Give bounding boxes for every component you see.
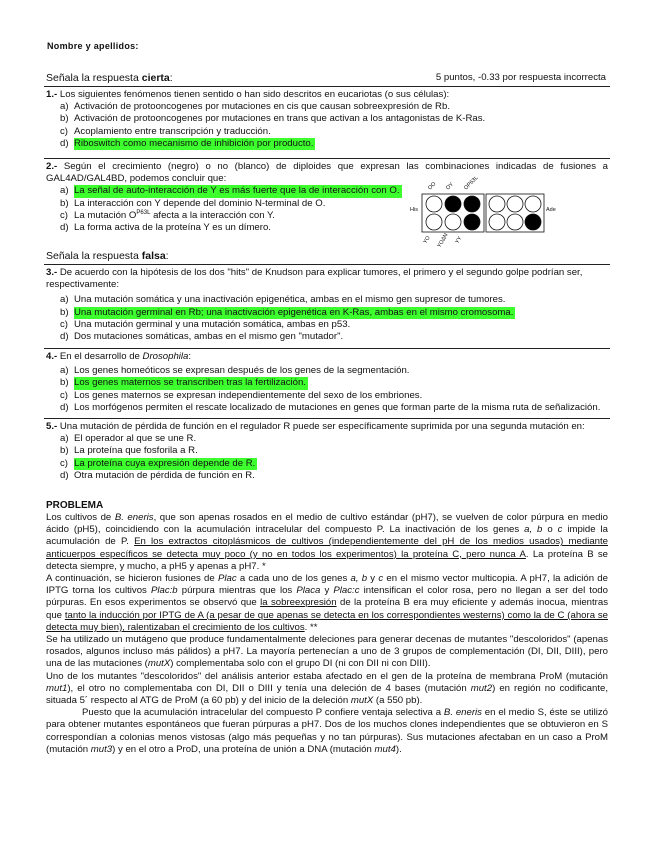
option-d[interactable]: d) Los morfógenos permiten el rescate localizado de mutaciones en genes que forman parte de la misma ruta de señalización.	[60, 401, 601, 413]
option-c[interactable]: c) Los genes maternos se expresan independientemente del sexo de los embriones.	[60, 389, 423, 401]
name-label: Nombre y apellidos:	[47, 41, 139, 51]
question-text: Una mutación de pérdida de función en el regulador R puede ser específicamente suprimida por una segunda mutación en:	[57, 421, 585, 432]
problem-title: PROBLEMA	[46, 500, 104, 511]
colony	[426, 214, 442, 230]
question-text: De acuerdo con la hipótesis de los dos "hits" de Knudson para explicar tumores, el primero y el segundo golpe podrían ser, respectivamente:	[46, 267, 583, 291]
section-keyword: cierta	[141, 72, 170, 84]
colony	[445, 196, 461, 212]
colony	[464, 214, 480, 230]
colony	[489, 196, 505, 212]
divider	[44, 348, 610, 349]
question-3	[46, 267, 608, 343]
two-hybrid-figure	[410, 174, 580, 254]
colony	[525, 196, 541, 212]
question-number: 4.-	[46, 351, 58, 362]
question-1	[46, 89, 608, 150]
section-label-colon: :	[169, 72, 173, 84]
question-number: 1.-	[46, 89, 58, 100]
option-d[interactable]: d) Dos mutaciones somáticas, ambas en el mismo gen "mutador".	[60, 331, 344, 343]
section-label: Señala la respuesta	[46, 72, 142, 84]
option-a-highlighted[interactable]: a) La señal de auto-interacción de Y es más fuerte que la de interacción con O.	[60, 185, 400, 197]
score-note: 5 puntos, -0.33 por respuesta incorrecta	[435, 72, 606, 83]
option-d-highlighted[interactable]: d) Riboswitch como mecanismo de inhibición por producto.	[60, 137, 314, 149]
question-text: Los siguientes fenómenos tienen sentido o han sido descritos en eucariotas (o sus células):	[57, 89, 450, 100]
divider	[44, 158, 610, 159]
option-a[interactable]: a) Una mutación somática y una inactivación epigenética, ambas en el mismo gen supresor de tumores.	[60, 294, 506, 306]
column-label: YO	[422, 235, 432, 245]
colony	[525, 214, 541, 230]
divider	[44, 264, 610, 265]
section-keyword: falsa	[141, 250, 166, 262]
option-a[interactable]: a) Los genes homeóticos se expresan después de los genes de la segmentación.	[60, 365, 410, 377]
option-c[interactable]: c) La mutación $O^{P63L}$ afecta a la interacción con Y.	[60, 209, 275, 221]
colony	[445, 214, 461, 230]
divider	[44, 418, 610, 419]
column-label: YOΔN	[436, 232, 450, 249]
section-falsa-header	[46, 250, 606, 262]
problem-paragraph-5: Puesto que la acumulación intracelular del compuesto P confiere ventaja selectiva a B. eneris en el medio S, éste se utilizó para obtener mutantes espontáneos que fueran púrpuras a pH7. Dos de los muchos clones independientes que se obtuvieron en S correspondían a colonias menos vistosas (algo más pequeñas y no tan púrpuras). Sus mutaciones afectaban en un caso a ProM (mutación mut3) y en el otro a ProD, una proteína de unión a DNA (mutación mut4).	[46, 707, 608, 755]
column-label: OO	[427, 181, 438, 192]
problem-paragraph-2: A continuación, se hicieron fusiones de Plac a cada uno de los genes a, b y c en el mismo vector multicopia. A pH7, la adición de IPTG torna los cultivos Plac:b púrpura mientras que los Placa y Plac:c intensifican el color rosa, pero no llegan a ser del todo púrpuras. En esos experimentos se observó que la sobreexpresión de la proteína B era muy eficiente y además inocua, mientras que tanto la inducción por IPTG de A (a pesar de que apenas se detecta en los correspondientes westerns) como la de C (ahora se detecta muy bien), ralentizaban el crecimiento de los cultivos. **	[46, 573, 608, 633]
problem-paragraph-3: Se ha utilizado un mutágeno que produce fundamentalmente deleciones para generar decenas de mutantes "descoloridos" (apenas rosados, algunos incluso más pálidos) a pH7. La mayoría pertenecían a uno de 3 grupos de complementación (DI, DII, DIII), pero una de las mutaciones (mutX) complementaba solo con el grupo DI (ni con DII ni con DIII).	[46, 634, 608, 670]
plate-label-his: His	[410, 207, 418, 213]
section-label: Señala la respuesta	[46, 250, 142, 262]
column-label: YY	[454, 235, 464, 245]
option-b[interactable]: b) La proteína que fosforila a R.	[60, 445, 198, 457]
section-cierta-header	[46, 72, 606, 84]
colony	[507, 214, 523, 230]
option-b-highlighted[interactable]: b) Los genes maternos se transcriben tras la fertilización.	[60, 377, 306, 389]
question-number: 3.-	[46, 267, 58, 278]
column-label: OY	[445, 181, 456, 192]
colony	[507, 196, 523, 212]
option-c[interactable]: c) Una mutación germinal y una mutación somática, ambas en p53.	[60, 318, 351, 330]
section-label-colon: :	[165, 250, 169, 262]
colony	[426, 196, 442, 212]
option-b[interactable]: b) La interacción con Y depende del dominio N-terminal de O.	[60, 197, 326, 209]
question-4: 4.- En el desarrollo de Drosophila: a) Los genes homeóticos se expresan después de los genes de la segmentación. b) Los genes maternos se transcriben tras la fertilización. c) Los genes maternos se expresan independientemente del sexo de los embriones. d) Los morfógenos permiten el rescate localizado de mutaciones en genes que forman parte de la misma ruta de señalización.	[46, 351, 608, 414]
option-b-highlighted[interactable]: b) Una mutación germinal en Rb; una inactivación epigenética en K-Ras, ambas en el mismo cromosoma.	[60, 306, 514, 318]
problem-section	[46, 499, 608, 756]
option-c[interactable]: c) Acoplamiento entre transcripción y traducción.	[60, 125, 271, 137]
question-number: 2.-	[46, 161, 58, 172]
question-number: 5.-	[46, 421, 58, 432]
question-text: Según el crecimiento (negro) o no (blanco) de diploides que expresan las combinaciones indicadas de fusiones a GAL4AD/GAL4BD, podemos concluir que:	[46, 161, 608, 185]
option-d[interactable]: d) Otra mutación de pérdida de función en R.	[60, 469, 255, 481]
option-c-highlighted[interactable]: c) La proteína cuya expresión depende de R.	[60, 457, 256, 469]
divider	[44, 86, 610, 87]
option-b[interactable]: b) Activación de protooncogenes por mutaciones en trans que activan a los antagonistas de K-Ras.	[60, 113, 486, 125]
question-5	[46, 421, 608, 482]
problem-paragraph-1: Los cultivos de B. eneris, que son apenas rosados en el medio de cultivo estándar (pH7), se vuelven de color púrpura en medio ácido (pH5), coincidiendo con la acumulación intracelular del compuesto P. La inactivación de los genes a, b o c impide la acumulación de P. En los extractos citoplásmicos de cultivos (independientemente del pH de los medios usados) mediante anticuerpos específicos se detecta muy poco (y no en todos los experimentos) la proteína C, pero nunca A. La proteína B se detecta siempre, y mucho, a pH5 y apenas a pH7. *	[46, 512, 609, 572]
column-label: OP63L	[463, 175, 480, 192]
problem-paragraph-4: Uno de los mutantes "descoloridos" del análisis anterior estaba afectado en el gen de la proteína de membrana ProM (mutación mut1), el otro no complementaba con DI, DII o DIII y tenía una deleción de 4 bases (mutación mut2) en región no codificante, situada 5´ respecto al ATG de ProM (a 60 pb) y del inicio de la deleción mutX (a 550 pb).	[46, 670, 608, 707]
option-a[interactable]: a) El operador al que se une R.	[60, 433, 197, 445]
colony	[464, 196, 480, 212]
plate-label-ade: Ade	[546, 207, 556, 213]
colony	[489, 214, 505, 230]
option-d[interactable]: d) La forma activa de la proteína Y es un dímero.	[60, 222, 271, 234]
option-a[interactable]: a) Activación de protooncogenes por mutaciones en cis que causan sobreexpresión de Rb.	[60, 101, 450, 113]
